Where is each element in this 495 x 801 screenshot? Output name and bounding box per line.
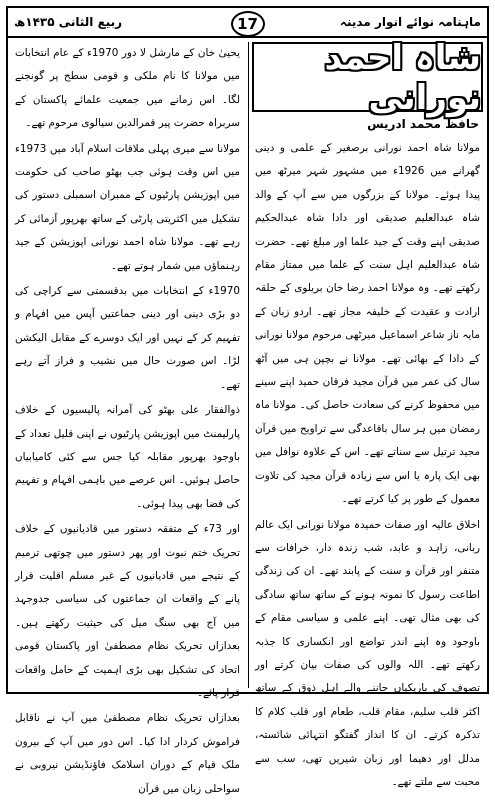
article-author: حافظ محمد ادریس	[367, 117, 479, 131]
paragraph: مولانا سے میری پہلی ملاقات اسلام آباد میں 1973ء میں اس وقت ہوئی جب بھٹو صاحب کی حکومت میں اپوزیشن پارٹیوں کے ممبران اسمبلی دستور کی تشکیل میں اکثریتی پارٹی کے ساتھ بھرپور آزمائی کر رہے تھے۔ مولانا شاہ احمد نورانی اپوزیشن کے جید رہنماؤں میں شمار ہوتے تھے۔	[15, 142, 240, 272]
title-box	[252, 37, 483, 118]
paragraph: ذوالفقار علی بھٹو کی آمرانہ پالیسیوں کے خلاف پارلیمنٹ میں اپوزیشن پارٹیوں نے اپنی قلیل تعداد کے باوجود بھرپور مقابلہ کیا جس سے کئی کامیابیاں حاصل ہوئیں۔ اس عرصے میں باہمی افہام و تفہیم کی فضا بھی پیدا ہوئی۔	[15, 404, 240, 510]
article-title: شاہ احمد نورانی	[324, 37, 481, 118]
column-divider	[248, 42, 249, 688]
paragraph: اخلاق عالیہ اور صفات حمیدہ مولانا نورانی ایک عالم ربانی، زاہد و عابد، شب زندہ دار، خرافات سے متنفر اور قرآن و سنت کے پابند تھے۔ ان کی زندگی اطاعت رسول کا نمونہ ہونے کے ساتھ ساتھ سادگی کی بھی مثال تھی۔ اپنے علمی و سیاسی مقام کے باوجود وہ اپنے اندر تواضع اور انکساری کا جذبہ رکھتے تھے۔ اللہ والوں کی صفات بیان کرتے اور تصوف کی باریکیاں جاننے والے اہل ذوق کے ساتھ اکثر قلب سلیم، مقام قلب، طعام اور قلب کلام کا تذکرہ کرتے۔ ان کا انداز گفتگو انتہائی شائستہ، مدلل اور دھیما اور زبان شیریں تھی، سب سے محبت سے ملتے تھے۔	[255, 518, 480, 788]
left-column	[12, 42, 243, 795]
paragraph: مولانا شاہ احمد نورانی برصغیر کے علمی و دینی گھرانے میں 1926ء میں مشہور شہر میرٹھ میں پیدا ہوئے۔ مولانا کے بزرگوں میں سے آپ کے والد شاہ عبدالعلیم صدیقی اور دادا شاہ عبدالحکیم صدیقی اپنے وقت کے جید علما اور مبلغ تھے۔ حضرت شاہ عبدالعلیم اہل سنت کے علما میں ممتاز مقام رکھتے تھے۔ وہ مولانا احمد رضا خان بریلوی کے حلقہ ارادت و عقیدت کے خلیفہ مجاز تھے۔ اردو زبان کے مایہ ناز شاعر اسماعیل میرٹھی مرحوم مولانا نورانی کے دادا کے بھائی تھے۔ مولانا نے بچپن ہی میں آٹھ سال کی عمر میں قرآن مجید فرقان حمید اپنے سینے میں محفوظ کرنے کی سعادت حاصل کی۔ مولانا ماہ رمضان میں ہر سال باقاعدگی سے تراویح میں قرآن مجید ترتیل سے سناتے تھے۔ اس کے علاوہ نوافل میں بھی ایک پارہ یا اس سے زیادہ قرآن مجید کی تلاوت معمول کے طور پر کیا کرتے تھے۔	[255, 142, 480, 506]
right-column	[252, 37, 483, 788]
page-number: 17	[237, 15, 258, 33]
paragraph: بعدازاں تحریک نظام مصطفیٰ میں آپ نے ناقابل فراموش کردار ادا کیا۔ اس دور میں آپ کے بیرون ملک قیام کے دوران اسلامک فاؤنڈیشن نیروبی نے سواحلی زبان میں قرآن	[15, 712, 240, 795]
magazine-page	[6, 6, 489, 795]
issue-date: ربیع الثانی ۱۴۳۵ھ	[14, 15, 123, 29]
magazine-name: ماہنامہ نوائے انوار مدینہ	[339, 15, 481, 29]
paragraph: اور 73ء کے متفقہ دستور میں قادیانیوں کے خلاف تحریک ختم نبوت اور پھر دستور میں چوتھی ترمیم کے نتیجے میں قادیانیوں کے غیر مسلم اقلیت قرار پانے کے واقعات ان جماعتوں کی سیاسی جدوجہد میں آج بھی سنگ میل کی حیثیت رکھتے ہیں۔ بعدازاں تحریک نظام مصطفیٰ اور پاکستان قومی اتحاد کی تشکیل بھی بڑی اہمیت کے حامل واقعات قرار پائے۔	[15, 523, 240, 699]
paragraph: 1970ء کے انتخابات میں بدقسمتی سے کراچی کی دو بڑی دینی اور دینی جماعتیں آپس میں افہام و تفہیم کر کے نہیں اور ایک دوسرے کے مقابل الیکشن لڑا۔ اس صورت حال میں نشیب و فراز آتے رہے تھے۔	[15, 285, 240, 391]
paragraph: یحییٰ خان کے مارشل لا دور 1970ء کے عام انتخابات میں مولانا کا نام ملکی و قومی سطح پر گونجنے لگا۔ اس زمانے میں جمعیت علمائے پاکستان کے سربراہ حضرت پیر قمرالدین سیالوی مرحوم تھے۔	[15, 47, 240, 130]
page-number-badge	[231, 11, 265, 37]
page-header	[8, 8, 487, 38]
